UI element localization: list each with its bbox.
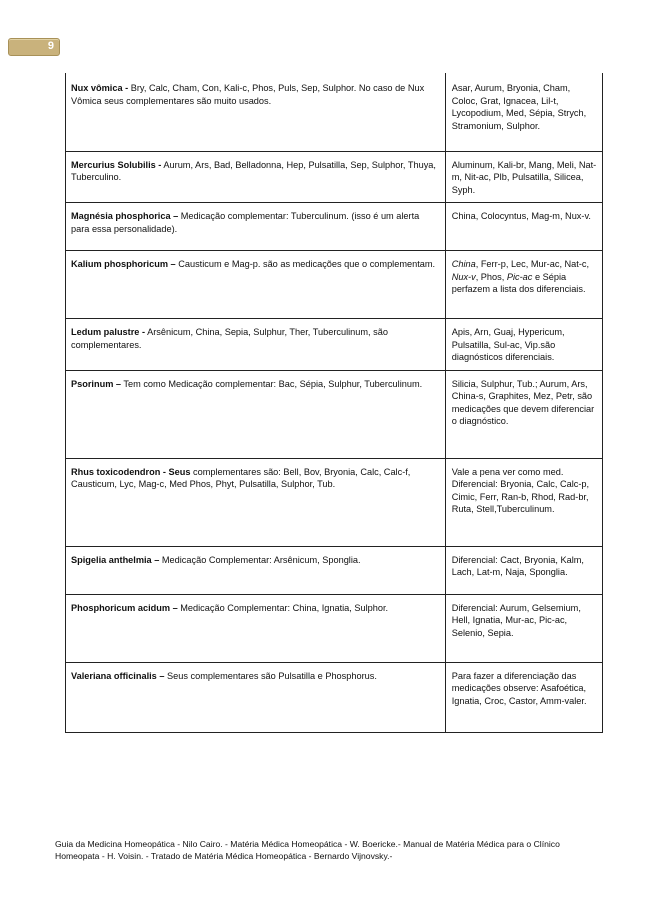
differential-text-part: , Ferr-p, Lec, Mur-ac, Nat-c,	[475, 259, 590, 269]
remedy-differential-cell	[445, 319, 602, 371]
remedy-complementary-cell	[66, 370, 446, 458]
remedy-complementary-text: Arsênicum, China, Sepia, Sulphur, Ther, Tuberculinum, são complementares.	[71, 327, 388, 350]
remedy-complementary-cell	[66, 203, 446, 251]
remedy-row	[66, 594, 603, 662]
remedy-row	[66, 151, 603, 203]
remedy-complementary-cell	[66, 151, 446, 203]
differential-text: Aluminum, Kali-br, Mang, Meli, Nat-m, Nit-ac, Plb, Pulsatilla, Silicea, Syph.	[451, 159, 597, 195]
remedy-row	[66, 546, 603, 594]
remedy-complementary-text: Tem como Medicação complementar: Bac, Sépia, Sulphur, Tuberculinum.	[121, 378, 423, 389]
remedy-complementary-text: Aurum, Ars, Bad, Belladonna, Hep, Pulsatilla, Sep, Sulphor, Thuya, Tuberculino.	[71, 159, 436, 182]
remedy-complementary-cell	[66, 662, 446, 732]
remedy-row	[66, 319, 603, 371]
remedy-differential-cell	[445, 251, 602, 319]
differential-text: Silicia, Sulphur, Tub.; Aurum, Ars, China-s, Graphites, Mez, Petr, são medicações que devem diferenciar o diagnóstico.	[451, 378, 595, 426]
remedies-table	[65, 73, 603, 733]
remedy-differential-cell	[445, 151, 602, 203]
remedy-complementary-text: Medicação Complementar: China, Ignatia, Sulphor.	[177, 602, 389, 613]
remedy-name: Valeriana officinalis –	[71, 670, 165, 681]
differential-text-part: Nux-v	[451, 271, 476, 282]
remedy-name: Kalium phosphoricum –	[71, 259, 176, 269]
remedy-row	[66, 370, 603, 458]
differential-text: Diferencial: Cact, Bryonia, Kalm, Lach, Lat-m, Naja, Sponglia.	[451, 554, 584, 577]
remedy-complementary-text: Seus complementares são Pulsatilla e Phosphorus.	[164, 670, 377, 681]
remedy-differential-cell	[445, 203, 602, 251]
differential-text: China, Colocyntus, Mag-m, Nux-v.	[451, 211, 591, 221]
page-number-badge	[8, 38, 60, 56]
remedy-row	[66, 73, 603, 151]
remedy-complementary-text: Medicação Complementar: Arsênicum, Sponglia.	[159, 554, 361, 565]
remedy-name: Phosphoricum acidum –	[71, 602, 178, 613]
remedy-name: Mercurius Solubilis -	[71, 159, 162, 170]
remedy-row	[66, 203, 603, 251]
differential-text-part: e Sépia perfazem a lista dos diferenciais.	[451, 271, 586, 294]
remedy-differential-cell	[445, 594, 602, 662]
differential-text-part: , Phos,	[475, 271, 507, 282]
remedy-complementary-text: Causticum e Mag-p. são as medicações que o complementam.	[175, 259, 436, 269]
remedy-complementary-cell	[66, 319, 446, 371]
differential-text: Apis, Arn, Guaj, Hypericum, Pulsatilla, Sul-ac, Vip.são diagnósticos diferenciais.	[451, 327, 565, 362]
differential-text: Para fazer a diferenciação das medicações observe: Asafoética, Ignatia, Croc, Castor, Amm-valer.	[451, 670, 587, 706]
remedy-row	[66, 251, 603, 319]
remedy-complementary-cell	[66, 594, 446, 662]
page-number: 9	[47, 40, 54, 52]
bibliography-footer: Guia da Medicina Homeopática - Nilo Cairo. - Matéria Médica Homeopática - W. Boericke.- Manual de Matéria Médica para o Clínico Homeopata - H. Voisin. - Tratado de Matéria Médica Homeopática - Bernardo Vijnovsky.-	[55, 839, 560, 861]
remedy-complementary-cell	[66, 546, 446, 594]
differential-text-part: China	[451, 259, 476, 269]
remedy-name: Rhus toxicodendron - Seus	[71, 466, 191, 477]
remedy-row	[66, 662, 603, 732]
remedy-name: Psorinum –	[71, 378, 122, 389]
differential-text: Diferencial: Aurum, Gelsemium, Hell, Ignatia, Mur-ac, Pic-ac, Selenio, Sepia.	[451, 602, 581, 638]
remedy-complementary-text: Medicação complementar: Tuberculinum. (isso é um alerta para essa personalidade).	[71, 211, 420, 234]
remedy-complementary-cell	[66, 251, 446, 319]
remedy-name: Magnésia phosphorica –	[71, 211, 179, 221]
differential-text: Vale a pena ver como med. Diferencial: Bryonia, Calc, Calc-p, Cimic, Ferr, Ran-b, Rhod, Rad-br, Ruta, Stell,Tuberculinum.	[451, 466, 590, 514]
differential-text-part: Pic-ac	[506, 271, 533, 282]
remedy-name: Ledum palustre -	[71, 327, 146, 337]
remedy-differential-cell	[445, 73, 602, 151]
remedy-complementary-cell	[66, 458, 446, 546]
remedy-differential-cell	[445, 546, 602, 594]
remedy-differential-cell	[445, 370, 602, 458]
remedy-complementary-text: complementares são: Bell, Bov, Bryonia, Calc, Calc-f, Causticum, Lyc, Mag-c, Med Phos, Phyt, Pulsatilla, Sulphor, Tub.	[71, 466, 411, 489]
remedy-row	[66, 458, 603, 546]
remedy-complementary-text: Bry, Calc, Cham, Con, Kali-c, Phos, Puls, Sep, Sulphor. No caso de Nux Vômica seus complementares são muito usados.	[71, 83, 425, 106]
remedy-differential-cell	[445, 662, 602, 732]
remedy-name: Spigelia anthelmia –	[71, 554, 160, 565]
remedy-name: Nux vômica -	[71, 83, 129, 93]
remedy-differential-cell	[445, 458, 602, 546]
remedy-complementary-cell	[66, 73, 446, 151]
differential-text: Asar, Aurum, Bryonia, Cham, Coloc, Grat, Ignacea, Lil-t, Lycopodium, Med, Sépia, Strych, Stramonium, Sulphor.	[451, 83, 587, 131]
